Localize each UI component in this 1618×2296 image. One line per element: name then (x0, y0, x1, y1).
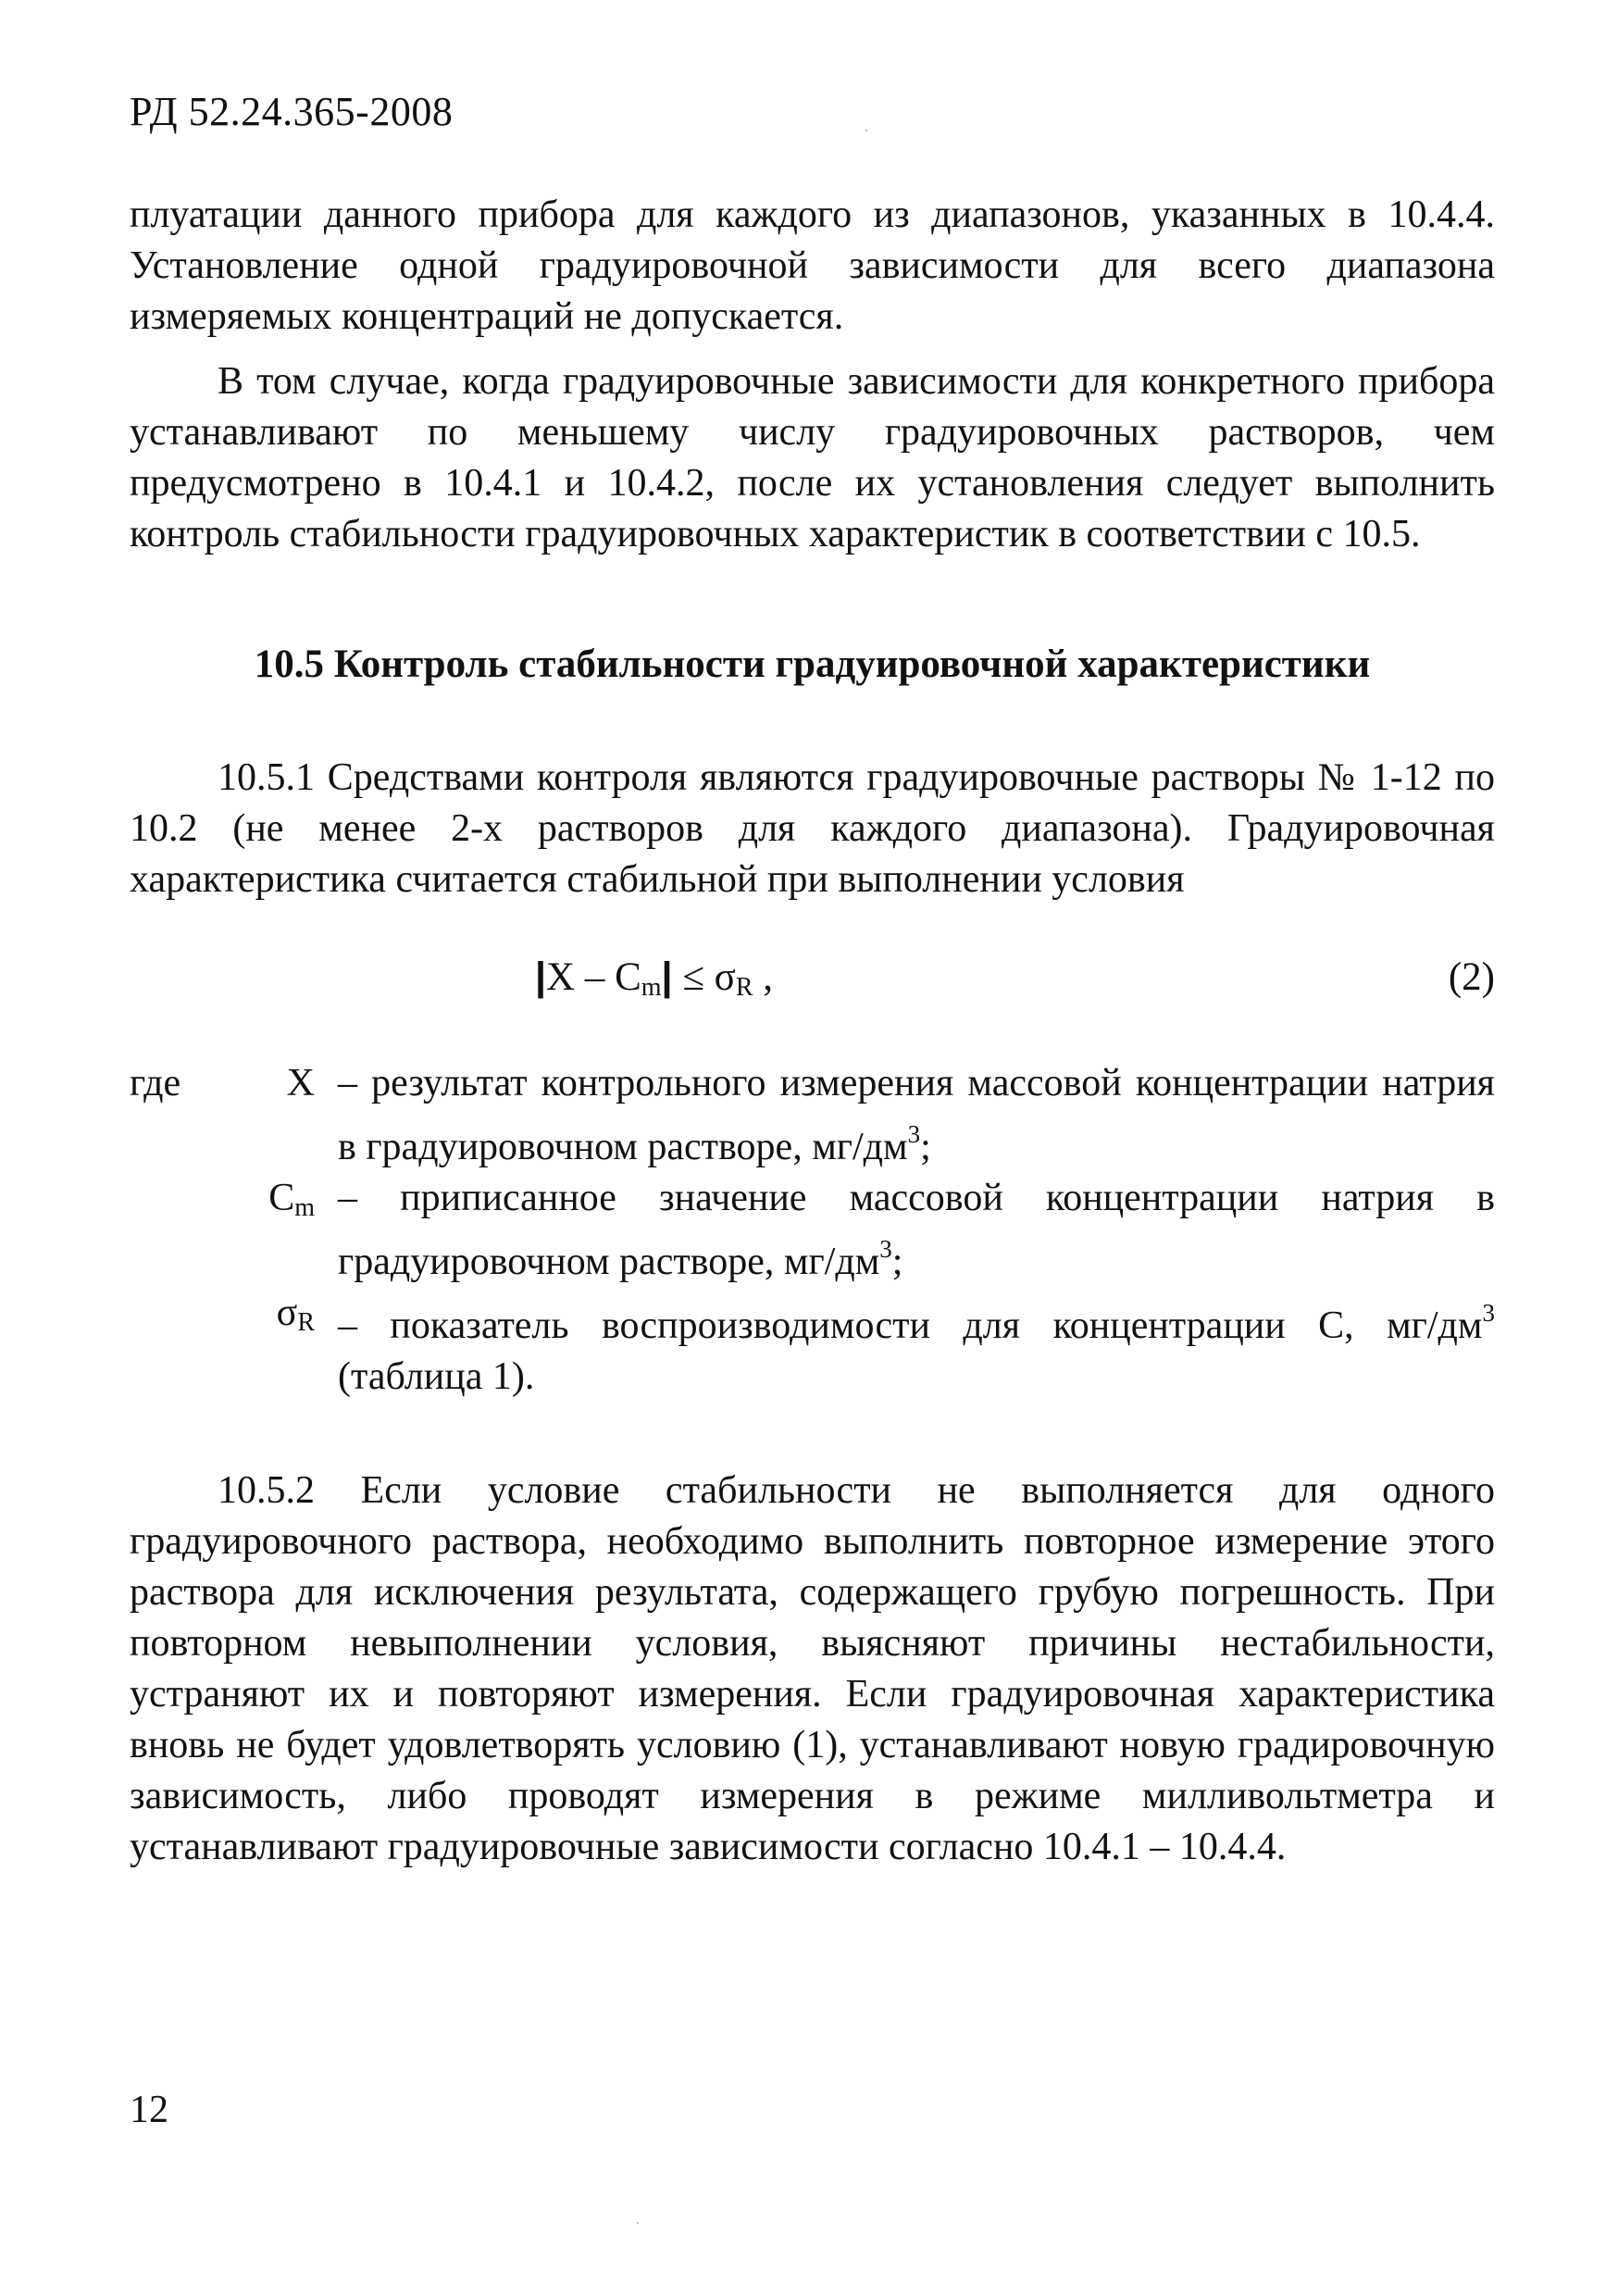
legend-end: (таблица 1). (338, 1355, 535, 1398)
scan-speck (637, 2222, 639, 2224)
formula-sigma-subscript: R (735, 973, 753, 1002)
legend-text (338, 1173, 1495, 1288)
paragraph-calibration-count: В том случае, когда градуировочные зависимости для конкретного прибора устанавливают по меньшему числу градуировочных растворов, чем предусмотрено в 10.4.1 и 10.4.2, после их установления следует выполнить контроль стабильности градуировочных характеристик в соответствии с 10.5. (130, 360, 1495, 555)
legend-description: показатель воспроизводимости для концентрации С, мг/дм (390, 1304, 1483, 1347)
page-number: 12 (130, 2089, 168, 2131)
stability-formula (130, 952, 1495, 1007)
symbol-subscript: R (297, 1308, 315, 1337)
abs-bar-right: | (661, 955, 673, 999)
unit-superscript: 3 (907, 1120, 921, 1148)
formula-le-sigma: ≤ σ (672, 955, 736, 999)
legend-symbol (204, 1288, 315, 1348)
legend-description: приписанное значение массовой концентрации натрия в градуировочном растворе, мг/дм (338, 1177, 1495, 1283)
document-code-header: РД 52.24.365-2008 (130, 89, 454, 134)
legend-symbol (204, 1058, 315, 1118)
continued-paragraph: плуатации данного прибора для каждого из диапазонов, указанных в 10.4.4. Установление одной градуировочной зависимости для всего диапазона измеряемых концентраций не допускается. (130, 193, 1495, 338)
formula-legend (130, 1058, 1495, 1403)
legend-description: результат контрольного измерения массовой концентрации натрия в градуировочном растворе, мг/дм (338, 1062, 1495, 1168)
symbol-x: X (286, 1062, 315, 1104)
legend-end: ; (920, 1126, 931, 1168)
legend-item (130, 1288, 1495, 1403)
abs-bar-left: | (535, 955, 547, 999)
legend-item (130, 1173, 1495, 1288)
symbol-sigma: σ (276, 1292, 298, 1334)
clause-10-5-2: 10.5.2 Если условие стабильности не выполняется для одного градуировочного раствора, необходимо выполнить повторное измерение этого раствора для исключения результата, содержащего грубую погрешность. При повторном невыполнении условия, выясняют причины нестабильности, устраняют их и повторяют измерения. Если градуировочная характеристика вновь не будет удовлетворять условию (1), устанавливают новую градировочную зависимость, либо проводят измерения в режиме милливольтметра и устанавливают градуировочные зависимости согласно 10.4.1 – 10.4.4. (130, 1469, 1495, 1868)
formula-number: (2) (1448, 955, 1495, 999)
page-content (130, 190, 1495, 1873)
legend-text (338, 1288, 1495, 1403)
symbol-subscript: m (294, 1193, 315, 1222)
formula-c-subscript: m (641, 973, 662, 1002)
formula-expression (535, 952, 773, 1013)
legend-end: ; (891, 1241, 903, 1283)
legend-symbol (204, 1173, 315, 1233)
scan-speck (865, 130, 867, 131)
legend-text (338, 1058, 1495, 1173)
unit-superscript: 3 (879, 1235, 892, 1263)
symbol-c: C (268, 1177, 295, 1219)
formula-tail: , (753, 955, 774, 999)
clause-10-5-1: 10.5.1 Средствами контроля являются градуировочные растворы № 1-12 по 10.2 (не менее 2-х растворов для каждого диапазона). Градуировочная характеристика считается стабильной при выполнении условия (130, 756, 1495, 901)
legend-dash: – (338, 1304, 391, 1347)
legend-lead-word: где (130, 1062, 181, 1104)
legend-dash: – (338, 1177, 401, 1219)
legend-dash: – (338, 1062, 372, 1104)
unit-superscript: 3 (1482, 1299, 1495, 1327)
formula-x-minus-c: X – C (546, 955, 641, 999)
legend-item (130, 1058, 1495, 1173)
section-heading: 10.5 Контроль стабильности градуировочной характеристики (254, 643, 1371, 686)
